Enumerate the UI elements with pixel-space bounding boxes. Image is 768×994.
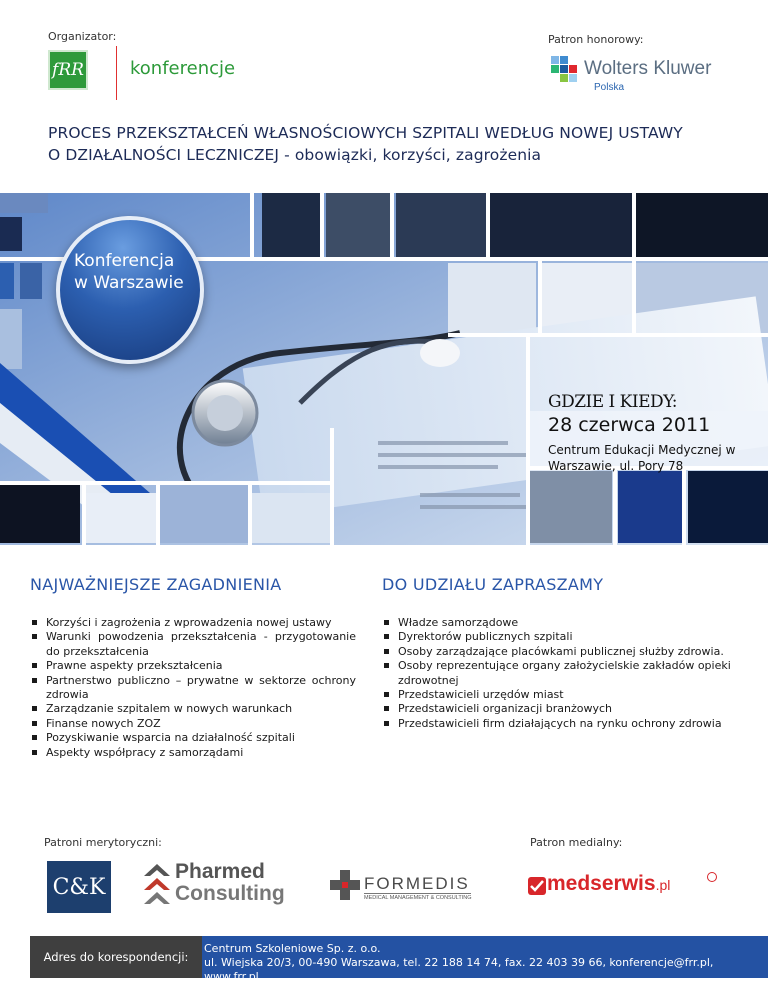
frr-logo: fRR [48,50,88,90]
company-address: ul. Wiejska 20/3, 00-490 Warszawa, tel. 22 188 14 74, fax. 22 403 39 66, konferencje@frr.pl, www.frr.pl [204,956,714,983]
invited-heading: DO UDZIAŁU ZAPRASZAMY [382,575,604,594]
topics-heading: NAJWAŻNIEJSZE ZAGADNIENIA [30,575,282,594]
list-item: Zarządzanie szpitalem w nowych warunkach [30,702,356,716]
list-item: Warunki powodzenia przekształcenia - przygotowanie do przekształcenia [30,630,356,659]
medserwis-suffix: .pl [655,877,671,893]
pharmed-name-line-1: Pharmed [175,860,265,883]
medserwis-icon [528,877,546,895]
patron-label: Patron honorowy: [548,33,644,46]
formedis-cross-icon [330,870,360,900]
list-item: Aspekty współpracy z samorządami [30,746,356,760]
patron-name: Wolters Kluwer [584,58,712,79]
event-date: 28 czerwca 2011 [548,414,711,436]
correspondence-label: Adres do korespondencji: [30,936,202,978]
medserwis-name [547,872,670,896]
badge-line-1: Konferencja [74,251,175,271]
correspondence-address [202,936,768,983]
list-item: Przedstawicieli firm działających na rynku ochrony zdrowia [382,717,742,731]
list-item: Osoby zarządzające placówkami publicznej służby zdrowia. [382,645,742,659]
pharmed-chevron-icon [144,864,170,904]
medserwis-main: medserwis [547,872,656,895]
pharmed-name-line-2: Consulting [175,882,285,905]
organizer-label: Organizator: [48,30,117,43]
list-item: Przedstawicieli urzędów miast [382,688,742,702]
registered-mark-icon [707,872,717,882]
wolters-kluwer-icon [551,56,577,82]
patron-subname: Polska [594,82,625,93]
logo-divider [116,46,117,100]
event-place [548,442,753,474]
topics-list [30,616,356,760]
media-patron-label: Patron medialny: [530,836,623,849]
list-item: Przedstawicieli organizacji branżowych [382,702,742,716]
title-line-2: O DZIAŁALNOŚCI LECZNICZEJ - obowiązki, korzyści, zagrożenia [48,146,542,164]
formedis-subtitle: MEDICAL MANAGEMENT & CONSULTING [364,895,472,901]
company-name: Centrum Szkoleniowe Sp. z. o.o. [204,942,381,955]
conference-title [48,122,738,166]
list-item: Osoby reprezentujące organy założycielskie zakładów opieki zdrowotnej [382,659,742,688]
place-line-2: Warszawie, ul. Pory 78 [548,459,684,473]
substantive-patrons-label: Patroni merytoryczni: [44,836,162,849]
list-item: Partnerstwo publiczno – prywatne w sektorze ochrony zdrowia [30,674,356,703]
badge-text [74,250,194,294]
list-item: Władze samorządowe [382,616,742,630]
place-line-1: Centrum Edukacji Medycznej w [548,443,736,457]
list-item: Dyrektorów publicznych szpitali [382,630,742,644]
list-item: Prawne aspekty przekształcenia [30,659,356,673]
invited-list [382,616,742,731]
list-item: Finanse nowych ZOZ [30,717,356,731]
list-item: Korzyści i zagrożenia z wprowadzenia nowej ustawy [30,616,356,630]
when-where-heading: GDZIE I KIEDY: [548,392,677,412]
ck-logo: C&K [47,861,111,913]
organizer-name: konferencje [130,58,236,79]
list-item: Pozyskiwanie wsparcia na działalność szpitali [30,731,356,745]
title-line-1: PROCES PRZEKSZTAŁCEŃ WŁASNOŚCIOWYCH SZPITALI WEDŁUG NOWEJ USTAWY [48,124,683,142]
badge-line-2: w Warszawie [74,273,184,293]
formedis-name: FORMEDIS [364,874,470,893]
